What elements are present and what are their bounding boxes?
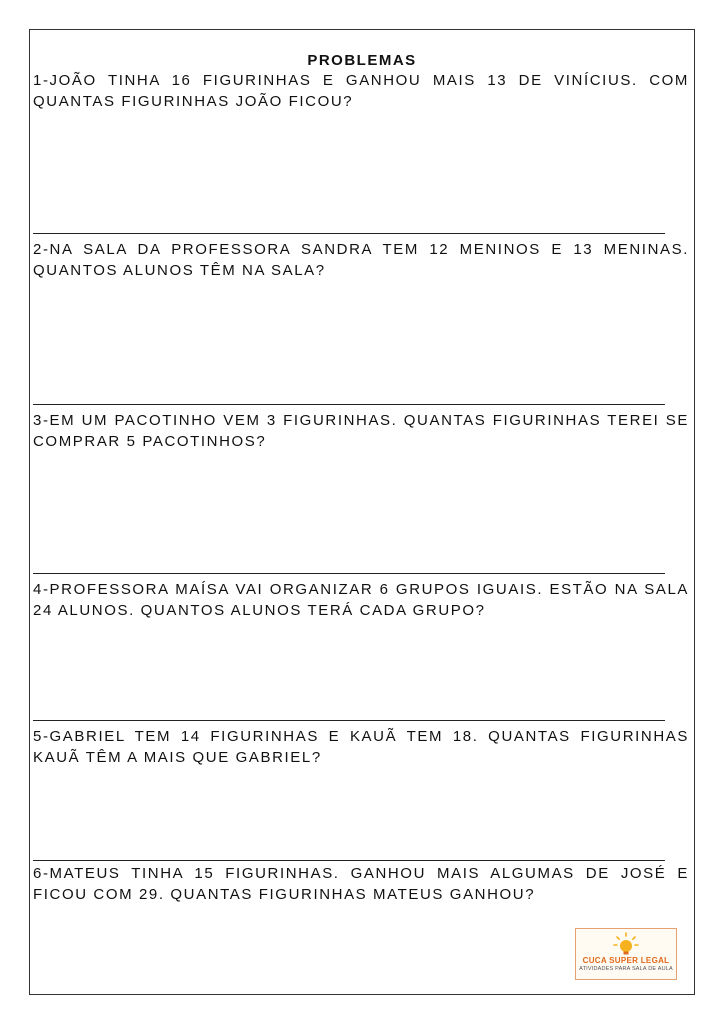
logo-name: CUCA SUPER LEGAL xyxy=(582,956,670,965)
answer-line-5 xyxy=(33,860,665,861)
answer-line-1 xyxy=(33,233,665,234)
answer-line-2 xyxy=(33,404,665,405)
problem-1: 1-JOÃO TINHA 16 FIGURINHAS E GANHOU MAIS 13 DE VINÍCIUS. COM QUANTAS FIGURINHAS JOÃO FICOU? xyxy=(33,72,689,110)
problem-4: 4-PROFESSORA MAÍSA VAI ORGANIZAR 6 GRUPOS IGUAIS. ESTÃO NA SALA 24 ALUNOS. QUANTOS ALUNOS TERÁ CADA GRUPO? xyxy=(33,581,689,619)
page-title: PROBLEMAS xyxy=(307,52,417,69)
answer-line-4 xyxy=(33,720,665,721)
problem-6: 6-MATEUS TINHA 15 FIGURINHAS. GANHOU MAIS ALGUMAS DE JOSÉ E FICOU COM 29. QUANTAS FIGURINHAS MATEUS GANHOU? xyxy=(33,865,689,903)
logo-tagline: ATIVIDADES PARA SALA DE AULA xyxy=(579,966,673,972)
page-frame xyxy=(29,29,695,995)
problem-5: 5-GABRIEL TEM 14 FIGURINHAS E KAUÃ TEM 18. QUANTAS FIGURINHAS KAUÃ TÊM A MAIS QUE GABRIEL? xyxy=(33,728,689,766)
problem-3: 3-EM UM PACOTINHO VEM 3 FIGURINHAS. QUANTAS FIGURINHAS TEREI SE COMPRAR 5 PACOTINHOS? xyxy=(33,412,689,450)
problem-2: 2-NA SALA DA PROFESSORA SANDRA TEM 12 MENINOS E 13 MENINAS. QUANTOS ALUNOS TÊM NA SALA? xyxy=(33,241,689,279)
answer-line-3 xyxy=(33,573,665,574)
sun-icon xyxy=(613,932,639,956)
brand-logo xyxy=(575,928,677,980)
